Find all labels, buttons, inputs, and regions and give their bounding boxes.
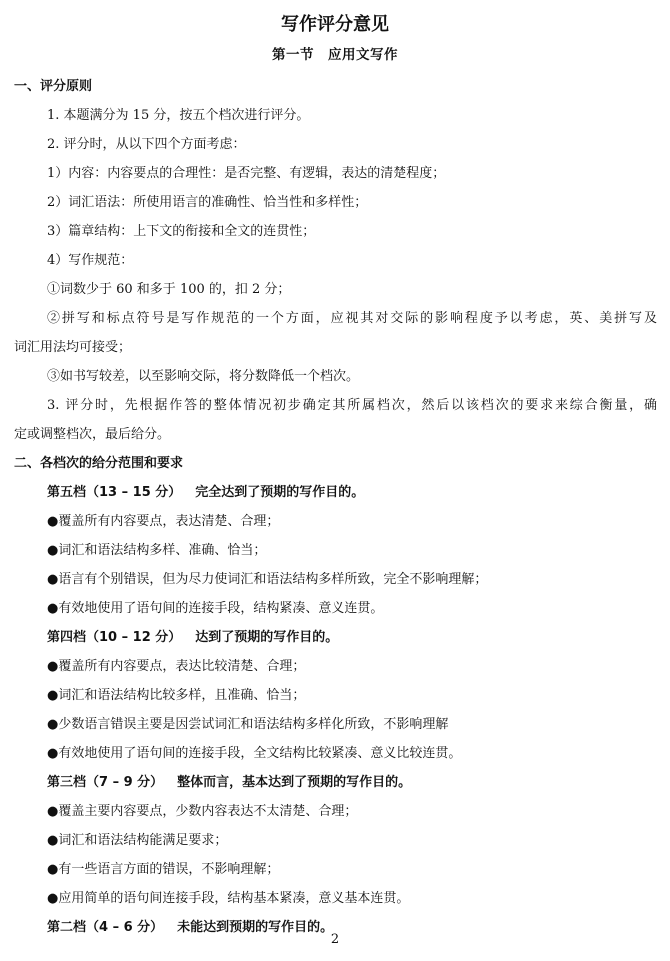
level-criterion: ●词汇和语法结构多样、准确、恰当； [47,543,267,558]
page-number: 2 [330,932,340,947]
level-criterion: ●有效地使用了语句间的连接手段，结构紧凑、意义连贯。 [47,601,384,616]
principle-item-continuation: 定或调整档次，最后给分。 [14,427,171,442]
writing-rule: ③如书写较差，以至影响交际，将分数降低一个档次。 [47,369,360,384]
section-heading-principles: 一、评分原则 [14,79,93,94]
level-criterion: ●覆盖主要内容要点，少数内容表达不太清楚、合理； [47,804,358,819]
level-criterion: ●少数语言错误主要是因尝试词汇和语法结构多样化所致，不影响理解 [47,717,449,732]
page-subtitle: 第一节 应用文写作 [272,47,398,63]
principle-item: 1）内容：内容要点的合理性：是否完整、有逻辑，表达的清楚程度； [47,166,446,181]
principle-item: 1. 本题满分为 15 分，按五个档次进行评分。 [47,108,310,123]
writing-rule-continuation: 词汇用法均可接受； [14,340,132,355]
page-title: 写作评分意见 [281,14,389,35]
level-criterion: ●覆盖所有内容要点，表达清楚、合理； [47,514,280,529]
principle-item: 2. 评分时，从以下四个方面考虑： [47,137,246,152]
level-criterion: ●词汇和语法结构能满足要求； [47,833,228,848]
level-range: 第二档（4 – 6 分） [47,920,164,935]
level-criterion: ●词汇和语法结构比较多样，且准确、恰当； [47,688,306,703]
principle-item: 3）篇章结构：上下文的衔接和全文的连贯性； [47,224,316,239]
principle-item: 2）词汇语法：所使用语言的准确性、恰当性和多样性； [47,195,368,210]
level-criterion: ●语言有个别错误，但为尽力使词汇和语法结构多样所致，完全不影响理解； [47,572,488,587]
principle-item: 4）写作规范： [47,253,134,268]
level-description: 未能达到预期的写作目的。 [177,920,334,935]
principle-item: 3. 评分时，先根据作答的整体情况初步确定其所属档次，然后以该档次的要求来综合衡量，确 [47,398,657,413]
level-criterion: ●覆盖所有内容要点，表达比较清楚、合理； [47,659,306,674]
level-heading [47,768,411,797]
level-criterion: ●应用简单的语句间连接手段，结构基本紧凑，意义基本连贯。 [47,891,410,906]
level-range: 第四档（10 – 12 分） [47,630,182,645]
level-criterion: ●有效地使用了语句间的连接手段，全文结构比较紧凑、意义比较连贯。 [47,746,462,761]
level-description: 整体而言，基本达到了预期的写作目的。 [177,775,412,790]
writing-rule: ②拼写和标点符号是写作规范的一个方面，应视其对交际的影响程度予以考虑，英、美拼写及 [47,311,657,326]
level-heading [47,623,338,652]
level-heading [47,478,364,507]
level-description: 完全达到了预期的写作目的。 [195,485,365,500]
level-description: 达到了预期的写作目的。 [195,630,339,645]
level-range: 第五档（13 – 15 分） [47,485,182,500]
writing-rule: ①词数少于 60 和多于 100 的，扣 2 分； [47,282,291,297]
level-range: 第三档（7 – 9 分） [47,775,164,790]
section-heading-levels: 二、各档次的给分范围和要求 [14,456,184,471]
level-criterion: ●有一些语言方面的错误，不影响理解； [47,862,280,877]
